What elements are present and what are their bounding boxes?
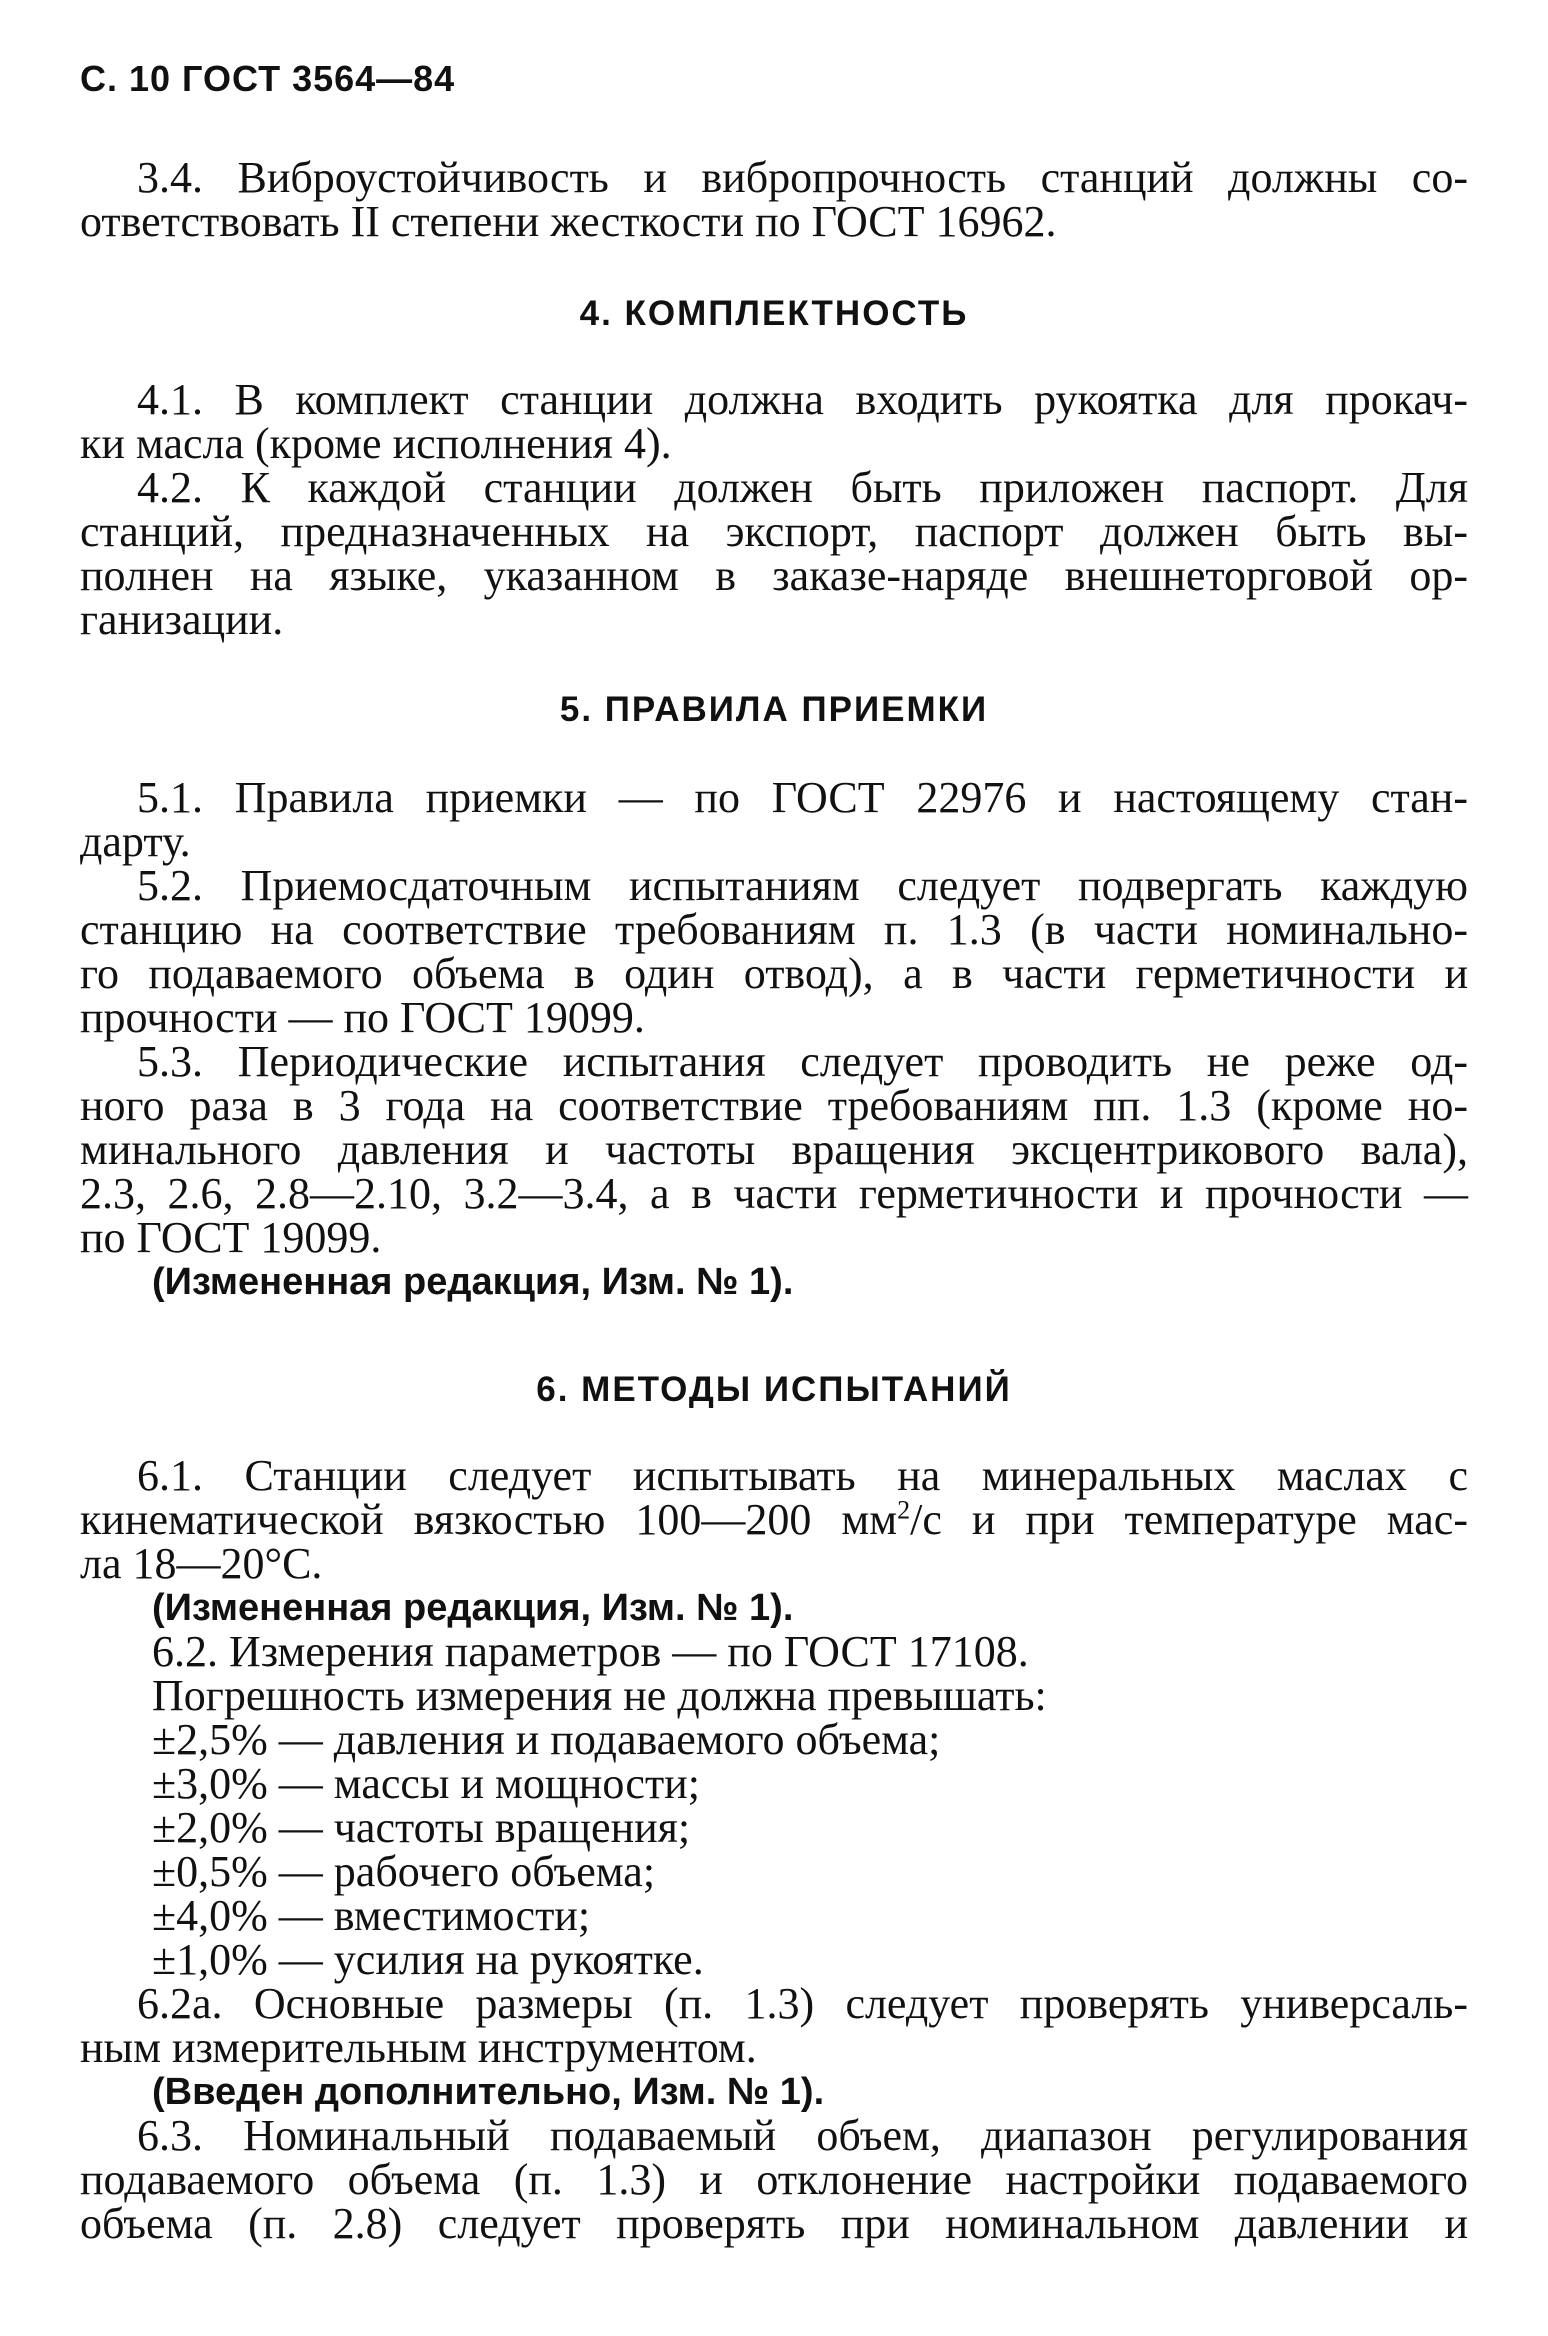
clause-4-1 (80, 375, 1468, 468)
text-line: 5.1. Правила приемки — по ГОСТ 22976 и настоящему стан- (137, 773, 1468, 822)
page-header: С. 10 ГОСТ 3564—84 (80, 58, 456, 99)
text-line: прочности — по ГОСТ 19099. (80, 993, 645, 1042)
section-heading-6: 6. МЕТОДЫ ИСПЫТАНИЙ (536, 1370, 1012, 1409)
text-line: 4.1. В комплект станции должна входить рукоятка для прокач- (137, 375, 1468, 424)
clause-6-3 (80, 2111, 1468, 2248)
clause-5-3 (80, 1037, 1468, 1262)
section-heading-5: 5. ПРАВИЛА ПРИЕМКИ (559, 690, 989, 729)
text-line: 4.2. К каждой станции должен быть приложен паспорт. Для (137, 463, 1468, 512)
text-line: дарту. (80, 817, 191, 866)
text-line: Погрешность измерения не должна превышать: (152, 1671, 1047, 1720)
list-item: ±2,0% — частоты вращения; (152, 1803, 691, 1852)
text-line: 5.3. Периодические испытания следует проводить не реже од- (137, 1037, 1468, 1086)
clause-5-2 (80, 861, 1468, 1042)
text-line: ла 18—20°С. (80, 1539, 323, 1588)
tolerance-list (80, 1715, 1468, 1984)
clause-3-4 (80, 153, 1468, 246)
clause-6-2a (80, 1979, 1468, 2072)
list-item: ±0,5% — рабочего объема; (152, 1847, 656, 1896)
text-line: ки масла (кроме исполнения 4). (80, 419, 672, 468)
amendment-note: (Измененная редакция, Изм. № 1). (152, 1261, 794, 1303)
text-line: по ГОСТ 19099. (80, 1213, 382, 1262)
clause-5-1 (80, 773, 1468, 866)
list-item: ±2,5% — давления и подаваемого объема; (152, 1715, 941, 1764)
text-line: станцию на соответствие требованиям п. 1.3 (в части номинально- (80, 905, 1468, 954)
text-line: 6.3. Номинальный подаваемый объем, диапазон регулирования (137, 2111, 1468, 2160)
superscript: 2 (897, 1495, 911, 1525)
clause-6-1 (80, 1451, 1468, 1588)
text-line: 6.2а. Основные размеры (п. 1.3) следует проверять универсаль- (137, 1979, 1468, 2028)
text-line: подаваемого объема (п. 1.3) и отклонение настройки подаваемого (80, 2155, 1468, 2204)
text-line: полнен на языке, указанном в заказе-наряде внешнеторговой ор- (80, 551, 1468, 600)
list-item: ±3,0% — массы и мощности; (152, 1759, 700, 1808)
text-line: ным измерительным инструментом. (80, 2023, 757, 2072)
clause-4-2 (80, 463, 1468, 644)
amendment-note: (Введен дополнительно, Изм. № 1). (152, 2071, 825, 2113)
text-line: ного раза в 3 года на соответствие требованиям пп. 1.3 (кроме но- (80, 1081, 1468, 1130)
text-line (80, 1495, 1468, 1544)
text-line: ответствовать II степени жесткости по ГОСТ 16962. (80, 197, 1057, 246)
text-line: го подаваемого объема в один отвод), а в части герметичности и (80, 949, 1468, 998)
text-fragment: кинематической вязкостью 100—200 мм (80, 1495, 898, 1544)
text-line: минального давления и частоты вращения эксцентрикового вала), (80, 1125, 1468, 1174)
list-item: ±4,0% — вместимости; (152, 1891, 591, 1940)
text-fragment: /с и при температуре мас- (910, 1495, 1468, 1544)
text-line: ганизации. (80, 595, 284, 644)
text-line: объема (п. 2.8) следует проверять при номинальном давлении и (80, 2199, 1468, 2248)
text-line: станций, предназначенных на экспорт, паспорт должен быть вы- (80, 507, 1468, 556)
clause-6-2 (80, 1627, 1468, 1984)
section-heading-4: 4. КОМПЛЕКТНОСТЬ (579, 294, 969, 333)
text-line: 2.3, 2.6, 2.8—2.10, 3.2—3.4, а в части герметичности и прочности — (80, 1169, 1468, 1218)
text-line: 5.2. Приемосдаточным испытаниям следует подвергать каждую (137, 861, 1468, 910)
text-line: 3.4. Виброустойчивость и вибропрочность станций должны со- (137, 153, 1468, 202)
text-line: 6.2. Измерения параметров — по ГОСТ 17108. (152, 1627, 1029, 1676)
amendment-note: (Измененная редакция, Изм. № 1). (152, 1587, 794, 1629)
list-item: ±1,0% — усилия на рукоятке. (152, 1935, 704, 1984)
text-line: 6.1. Станции следует испытывать на минеральных маслах с (137, 1451, 1468, 1500)
